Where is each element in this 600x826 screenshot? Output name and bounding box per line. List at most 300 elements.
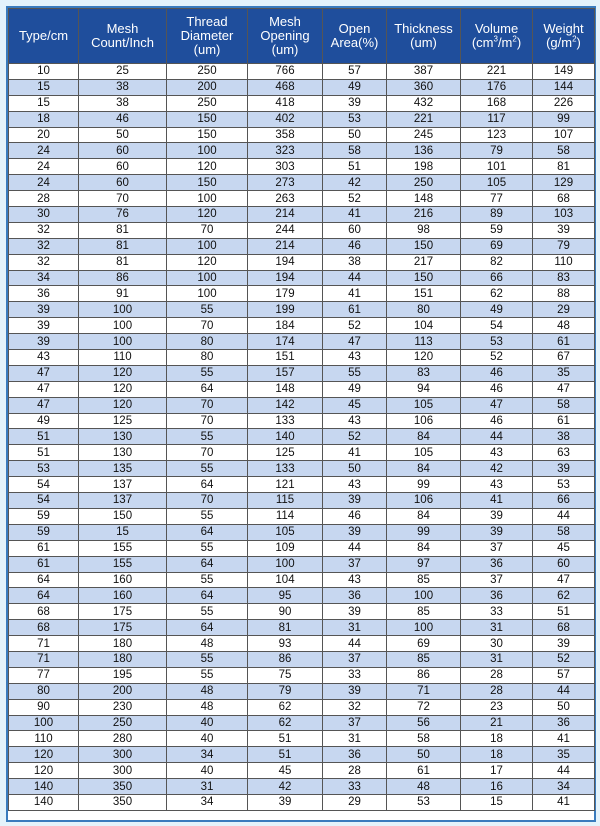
cell-mesh-count: 350: [79, 794, 167, 810]
table-row: [9, 429, 595, 445]
cell-thread-diameter: 64: [167, 524, 248, 540]
cell-volume: 176: [461, 79, 533, 95]
cell-thread-diameter: 150: [167, 111, 248, 127]
table-row: [9, 508, 595, 524]
cell-open-area: 42: [323, 175, 387, 191]
table-row: [9, 365, 595, 381]
cell-mesh-opening: 51: [248, 731, 323, 747]
cell-volume: 221: [461, 64, 533, 80]
cell-mesh-opening: 174: [248, 334, 323, 350]
cell-mesh-count: 160: [79, 588, 167, 604]
cell-type: 54: [9, 493, 79, 509]
cell-mesh-opening: 104: [248, 572, 323, 588]
table-row: [9, 445, 595, 461]
cell-weight: 58: [533, 524, 595, 540]
cell-mesh-count: 120: [79, 365, 167, 381]
cell-mesh-opening: 39: [248, 794, 323, 810]
cell-mesh-count: 60: [79, 159, 167, 175]
cell-mesh-count: 150: [79, 508, 167, 524]
cell-mesh-count: 130: [79, 445, 167, 461]
cell-type: 32: [9, 254, 79, 270]
cell-volume: 82: [461, 254, 533, 270]
cell-open-area: 44: [323, 636, 387, 652]
table-row: [9, 524, 595, 540]
cell-thickness: 48: [387, 779, 461, 795]
cell-volume: 69: [461, 238, 533, 254]
cell-open-area: 43: [323, 413, 387, 429]
cell-weight: 60: [533, 556, 595, 572]
cell-weight: 39: [533, 461, 595, 477]
cell-weight: 61: [533, 413, 595, 429]
header-row: [9, 9, 595, 64]
table-row: [9, 254, 595, 270]
cell-open-area: 31: [323, 620, 387, 636]
cell-weight: 103: [533, 207, 595, 223]
cell-type: 47: [9, 381, 79, 397]
cell-volume: 117: [461, 111, 533, 127]
cell-volume: 123: [461, 127, 533, 143]
cell-volume: 31: [461, 620, 533, 636]
cell-volume: 28: [461, 667, 533, 683]
cell-weight: 149: [533, 64, 595, 80]
table-row: [9, 381, 595, 397]
cell-type: 39: [9, 334, 79, 350]
cell-open-area: 33: [323, 779, 387, 795]
cell-thread-diameter: 40: [167, 763, 248, 779]
cell-weight: 68: [533, 620, 595, 636]
cell-volume: 59: [461, 222, 533, 238]
cell-mesh-count: 50: [79, 127, 167, 143]
cell-thread-diameter: 120: [167, 159, 248, 175]
cell-thickness: 97: [387, 556, 461, 572]
cell-type: 24: [9, 143, 79, 159]
cell-volume: 168: [461, 95, 533, 111]
table-row: [9, 477, 595, 493]
cell-weight: 35: [533, 747, 595, 763]
cell-mesh-count: 300: [79, 747, 167, 763]
cell-mesh-count: 155: [79, 556, 167, 572]
cell-open-area: 52: [323, 429, 387, 445]
cell-thread-diameter: 80: [167, 350, 248, 366]
cell-thread-diameter: 55: [167, 461, 248, 477]
cell-volume: 47: [461, 397, 533, 413]
cell-open-area: 50: [323, 127, 387, 143]
header-thread-diameter: Thread Diameter (um): [167, 9, 248, 64]
cell-open-area: 44: [323, 540, 387, 556]
cell-volume: 37: [461, 572, 533, 588]
cell-volume: 23: [461, 699, 533, 715]
cell-mesh-count: 81: [79, 238, 167, 254]
cell-volume: 30: [461, 636, 533, 652]
cell-mesh-count: 91: [79, 286, 167, 302]
cell-open-area: 52: [323, 318, 387, 334]
table-row: [9, 95, 595, 111]
cell-weight: 47: [533, 572, 595, 588]
cell-mesh-count: 250: [79, 715, 167, 731]
table-row: [9, 350, 595, 366]
table-row: [9, 286, 595, 302]
cell-open-area: 49: [323, 381, 387, 397]
header-thickness: Thickness (um): [387, 9, 461, 64]
cell-weight: 68: [533, 191, 595, 207]
cell-thread-diameter: 80: [167, 334, 248, 350]
cell-mesh-count: 100: [79, 334, 167, 350]
cell-mesh-opening: 418: [248, 95, 323, 111]
cell-type: 64: [9, 572, 79, 588]
cell-weight: 51: [533, 604, 595, 620]
cell-volume: 52: [461, 350, 533, 366]
cell-mesh-opening: 214: [248, 207, 323, 223]
cell-volume: 42: [461, 461, 533, 477]
cell-weight: 57: [533, 667, 595, 683]
cell-open-area: 28: [323, 763, 387, 779]
table-row: [9, 683, 595, 699]
cell-mesh-count: 175: [79, 604, 167, 620]
cell-weight: 53: [533, 477, 595, 493]
cell-mesh-count: 120: [79, 381, 167, 397]
cell-volume: 46: [461, 413, 533, 429]
cell-type: 68: [9, 620, 79, 636]
cell-type: 47: [9, 365, 79, 381]
cell-volume: 21: [461, 715, 533, 731]
cell-open-area: 36: [323, 588, 387, 604]
cell-thickness: 106: [387, 413, 461, 429]
cell-volume: 105: [461, 175, 533, 191]
cell-thickness: 432: [387, 95, 461, 111]
cell-type: 15: [9, 79, 79, 95]
cell-mesh-opening: 45: [248, 763, 323, 779]
cell-volume: 28: [461, 683, 533, 699]
cell-type: 20: [9, 127, 79, 143]
cell-weight: 50: [533, 699, 595, 715]
cell-weight: 48: [533, 318, 595, 334]
cell-thread-diameter: 100: [167, 143, 248, 159]
cell-thickness: 84: [387, 540, 461, 556]
cell-mesh-count: 350: [79, 779, 167, 795]
cell-mesh-opening: 95: [248, 588, 323, 604]
cell-thickness: 198: [387, 159, 461, 175]
cell-type: 36: [9, 286, 79, 302]
cell-thread-diameter: 48: [167, 699, 248, 715]
cell-mesh-count: 81: [79, 222, 167, 238]
cell-type: 61: [9, 556, 79, 572]
cell-type: 71: [9, 651, 79, 667]
cell-volume: 18: [461, 747, 533, 763]
cell-open-area: 32: [323, 699, 387, 715]
cell-mesh-count: 46: [79, 111, 167, 127]
cell-open-area: 39: [323, 683, 387, 699]
table-row: [9, 731, 595, 747]
cell-thread-diameter: 55: [167, 365, 248, 381]
cell-type: 32: [9, 222, 79, 238]
cell-mesh-opening: 109: [248, 540, 323, 556]
cell-mesh-count: 230: [79, 699, 167, 715]
cell-mesh-count: 300: [79, 763, 167, 779]
cell-open-area: 53: [323, 111, 387, 127]
table-row: [9, 238, 595, 254]
table-row: [9, 397, 595, 413]
cell-mesh-count: 280: [79, 731, 167, 747]
cell-open-area: 37: [323, 556, 387, 572]
cell-mesh-count: 25: [79, 64, 167, 80]
table-row: [9, 493, 595, 509]
cell-open-area: 29: [323, 794, 387, 810]
cell-thickness: 85: [387, 572, 461, 588]
cell-thickness: 98: [387, 222, 461, 238]
cell-type: 10: [9, 64, 79, 80]
header-weight: Weight $(g/m^2)$: [533, 9, 595, 64]
cell-mesh-opening: 114: [248, 508, 323, 524]
cell-thickness: 360: [387, 79, 461, 95]
cell-weight: 144: [533, 79, 595, 95]
cell-thickness: 85: [387, 651, 461, 667]
cell-weight: 38: [533, 429, 595, 445]
cell-open-area: 47: [323, 334, 387, 350]
cell-volume: 89: [461, 207, 533, 223]
cell-thickness: 99: [387, 477, 461, 493]
cell-weight: 44: [533, 763, 595, 779]
cell-volume: 49: [461, 302, 533, 318]
table-row: [9, 79, 595, 95]
cell-open-area: 39: [323, 524, 387, 540]
cell-mesh-count: 120: [79, 397, 167, 413]
cell-open-area: 31: [323, 731, 387, 747]
cell-open-area: 58: [323, 143, 387, 159]
cell-mesh-count: 38: [79, 95, 167, 111]
cell-thread-diameter: 70: [167, 413, 248, 429]
cell-open-area: 41: [323, 207, 387, 223]
cell-volume: 44: [461, 429, 533, 445]
cell-volume: 36: [461, 556, 533, 572]
cell-open-area: 52: [323, 191, 387, 207]
cell-mesh-opening: 157: [248, 365, 323, 381]
cell-type: 39: [9, 302, 79, 318]
cell-volume: 53: [461, 334, 533, 350]
header-mesh-opening: Mesh Opening (um): [248, 9, 323, 64]
cell-thickness: 85: [387, 604, 461, 620]
table-row: [9, 111, 595, 127]
cell-thickness: 99: [387, 524, 461, 540]
cell-mesh-opening: 93: [248, 636, 323, 652]
cell-mesh-opening: 75: [248, 667, 323, 683]
cell-mesh-opening: 402: [248, 111, 323, 127]
cell-type: 59: [9, 524, 79, 540]
cell-thread-diameter: 31: [167, 779, 248, 795]
cell-volume: 15: [461, 794, 533, 810]
table-row: [9, 604, 595, 620]
cell-volume: 54: [461, 318, 533, 334]
cell-thickness: 221: [387, 111, 461, 127]
cell-volume: 66: [461, 270, 533, 286]
cell-mesh-count: 15: [79, 524, 167, 540]
cell-mesh-opening: 194: [248, 270, 323, 286]
cell-open-area: 43: [323, 350, 387, 366]
table-row: [9, 699, 595, 715]
cell-mesh-count: 175: [79, 620, 167, 636]
cell-thickness: 151: [387, 286, 461, 302]
cell-open-area: 36: [323, 747, 387, 763]
cell-thread-diameter: 40: [167, 715, 248, 731]
cell-open-area: 46: [323, 238, 387, 254]
cell-weight: 66: [533, 493, 595, 509]
cell-type: 18: [9, 111, 79, 127]
cell-weight: 41: [533, 731, 595, 747]
table-row: [9, 413, 595, 429]
cell-mesh-count: 137: [79, 477, 167, 493]
cell-thickness: 53: [387, 794, 461, 810]
table-row: [9, 651, 595, 667]
table-row: [9, 318, 595, 334]
cell-weight: 45: [533, 540, 595, 556]
cell-volume: 41: [461, 493, 533, 509]
cell-type: 49: [9, 413, 79, 429]
cell-weight: 41: [533, 794, 595, 810]
cell-open-area: 38: [323, 254, 387, 270]
cell-thickness: 72: [387, 699, 461, 715]
cell-volume: 37: [461, 540, 533, 556]
cell-thread-diameter: 40: [167, 731, 248, 747]
cell-type: 140: [9, 794, 79, 810]
cell-type: 53: [9, 461, 79, 477]
cell-volume: 33: [461, 604, 533, 620]
cell-open-area: 41: [323, 286, 387, 302]
cell-weight: 110: [533, 254, 595, 270]
cell-thickness: 136: [387, 143, 461, 159]
cell-weight: 44: [533, 683, 595, 699]
cell-mesh-opening: 86: [248, 651, 323, 667]
cell-open-area: 57: [323, 64, 387, 80]
cell-volume: 18: [461, 731, 533, 747]
cell-open-area: 49: [323, 79, 387, 95]
cell-weight: 81: [533, 159, 595, 175]
cell-open-area: 51: [323, 159, 387, 175]
cell-thread-diameter: 55: [167, 604, 248, 620]
cell-mesh-opening: 51: [248, 747, 323, 763]
cell-type: 30: [9, 207, 79, 223]
header-mesh-count: Mesh Count/Inch: [79, 9, 167, 64]
cell-weight: 58: [533, 143, 595, 159]
cell-type: 24: [9, 175, 79, 191]
cell-open-area: 46: [323, 508, 387, 524]
table-row: [9, 588, 595, 604]
cell-mesh-opening: 244: [248, 222, 323, 238]
cell-mesh-opening: 179: [248, 286, 323, 302]
cell-weight: 129: [533, 175, 595, 191]
cell-mesh-count: 155: [79, 540, 167, 556]
cell-mesh-opening: 468: [248, 79, 323, 95]
cell-type: 71: [9, 636, 79, 652]
cell-mesh-opening: 62: [248, 699, 323, 715]
header-type: Type/cm: [9, 9, 79, 64]
cell-volume: 31: [461, 651, 533, 667]
cell-weight: 44: [533, 508, 595, 524]
cell-mesh-count: 86: [79, 270, 167, 286]
cell-thickness: 50: [387, 747, 461, 763]
cell-type: 51: [9, 445, 79, 461]
cell-mesh-opening: 199: [248, 302, 323, 318]
cell-volume: 79: [461, 143, 533, 159]
cell-volume: 46: [461, 365, 533, 381]
cell-mesh-count: 60: [79, 143, 167, 159]
cell-weight: 36: [533, 715, 595, 731]
cell-thickness: 71: [387, 683, 461, 699]
cell-type: 120: [9, 763, 79, 779]
table-row: [9, 222, 595, 238]
cell-type: 43: [9, 350, 79, 366]
cell-mesh-count: 38: [79, 79, 167, 95]
cell-thread-diameter: 64: [167, 588, 248, 604]
cell-mesh-opening: 90: [248, 604, 323, 620]
cell-thickness: 86: [387, 667, 461, 683]
cell-open-area: 61: [323, 302, 387, 318]
cell-mesh-opening: 214: [248, 238, 323, 254]
cell-mesh-opening: 121: [248, 477, 323, 493]
cell-type: 140: [9, 779, 79, 795]
header-volume: Volume $(cm^3/m^2)$: [461, 9, 533, 64]
cell-type: 100: [9, 715, 79, 731]
mesh-spec-table: [8, 8, 595, 811]
cell-open-area: 43: [323, 477, 387, 493]
cell-type: 54: [9, 477, 79, 493]
cell-thickness: 84: [387, 461, 461, 477]
spec-table-frame: [6, 6, 596, 822]
cell-weight: 99: [533, 111, 595, 127]
cell-thread-diameter: 55: [167, 302, 248, 318]
cell-thread-diameter: 70: [167, 445, 248, 461]
cell-open-area: 41: [323, 445, 387, 461]
cell-weight: 226: [533, 95, 595, 111]
cell-volume: 39: [461, 524, 533, 540]
cell-thread-diameter: 120: [167, 254, 248, 270]
cell-weight: 39: [533, 636, 595, 652]
cell-thickness: 58: [387, 731, 461, 747]
cell-thread-diameter: 70: [167, 318, 248, 334]
cell-mesh-opening: 303: [248, 159, 323, 175]
cell-thickness: 100: [387, 620, 461, 636]
table-row: [9, 334, 595, 350]
table-row: [9, 620, 595, 636]
cell-type: 15: [9, 95, 79, 111]
cell-thread-diameter: 48: [167, 636, 248, 652]
cell-mesh-opening: 115: [248, 493, 323, 509]
table-row: [9, 540, 595, 556]
cell-thickness: 150: [387, 238, 461, 254]
cell-thread-diameter: 55: [167, 651, 248, 667]
cell-weight: 67: [533, 350, 595, 366]
cell-thread-diameter: 55: [167, 540, 248, 556]
table-row: [9, 747, 595, 763]
cell-weight: 58: [533, 397, 595, 413]
cell-thread-diameter: 250: [167, 95, 248, 111]
table-row: [9, 207, 595, 223]
cell-thickness: 216: [387, 207, 461, 223]
cell-thread-diameter: 200: [167, 79, 248, 95]
cell-mesh-opening: 81: [248, 620, 323, 636]
cell-type: 80: [9, 683, 79, 699]
cell-weight: 29: [533, 302, 595, 318]
cell-mesh-opening: 184: [248, 318, 323, 334]
cell-mesh-opening: 100: [248, 556, 323, 572]
cell-thickness: 84: [387, 429, 461, 445]
cell-weight: 39: [533, 222, 595, 238]
cell-thread-diameter: 64: [167, 477, 248, 493]
cell-type: 59: [9, 508, 79, 524]
table-row: [9, 667, 595, 683]
cell-weight: 88: [533, 286, 595, 302]
cell-weight: 63: [533, 445, 595, 461]
cell-mesh-count: 76: [79, 207, 167, 223]
cell-mesh-opening: 151: [248, 350, 323, 366]
